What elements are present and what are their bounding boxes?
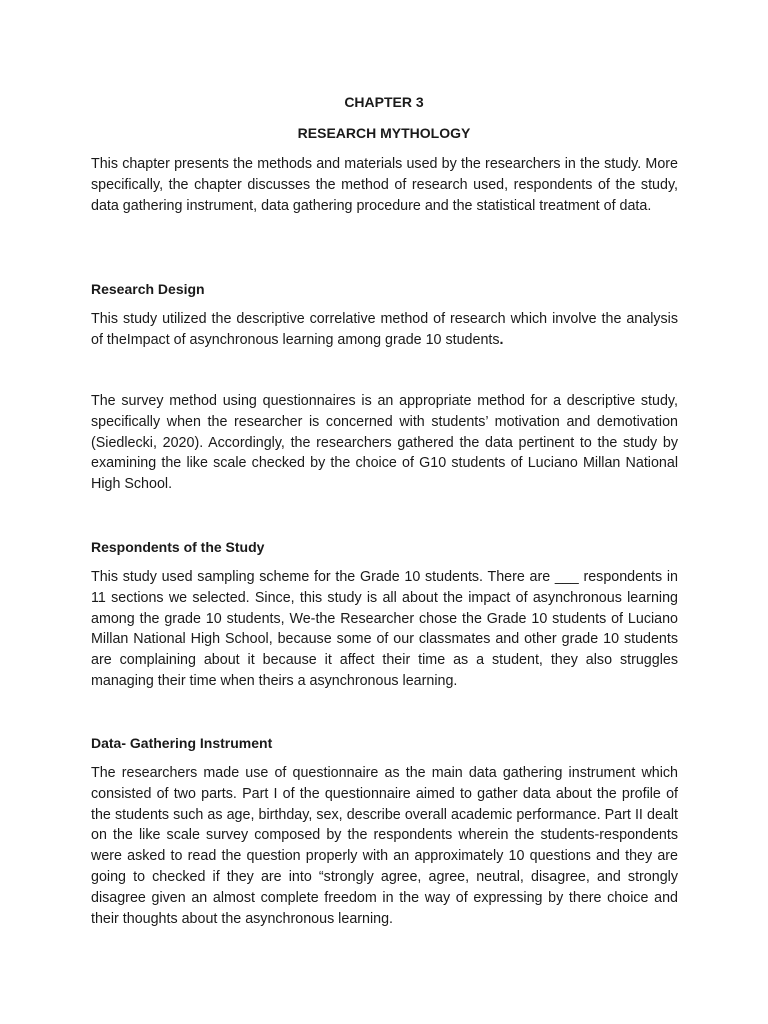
respondents-paragraph: This study used sampling scheme for the Grade 10 students. There are ___ respondents in 11 sections we selected. Since, this study is all about the impact of asynchronous learning among the grade 10 students, We-the Researcher chose the Grade 10 students of Luciano Millan National High School, because some of our classmates and other grade 10 students are complaining about it because it affect their time as a student, they also struggles managing their time when theirs a asynchronous learning. xyxy=(91,569,678,689)
research-design-heading: Research Design xyxy=(91,281,205,297)
instrument-paragraph: The researchers made use of questionnaire as the main data gathering instrument which consisted of two parts. Part I of the questionnaire aimed to gather data about the profile of the students such as age, birthday, sex, describe overall academic performance. Part II dealt on the like scale survey composed by the respondents wherein the students-respondents were asked to read the question properly with an approximately 10 questions and they are going to checked if they are into “strongly agree, agree, neutral, disagree, and strongly disagree given an almost complete freedom in the way of expressing by there choice and their thoughts about the asynchronous learning. xyxy=(91,765,678,927)
research-design-paragraph-1-period: . xyxy=(499,331,504,348)
research-design-paragraph-1-text: This study utilized the descriptive correlative method of research which involve the analysis of theImpact of asynchronous learning among grade 10 students xyxy=(91,311,678,348)
chapter-number: CHAPTER 3 xyxy=(344,94,424,110)
intro-paragraph: This chapter presents the methods and materials used by the researchers in the study. More specifically, the chapter discusses the method of research used, respondents of the study, data gathering instrument, data gathering procedure and the statistical treatment of data. xyxy=(91,156,678,214)
research-design-paragraph-2: The survey method using questionnaires is an appropriate method for a descriptive study, specifically when the researcher is concerned with students’ motivation and demotivation (Siedlecki, 2020). Accordingly, the researchers gathered the data pertinent to the study by examining the like scale checked by the choice of G10 students of Luciano Millan National High School. xyxy=(91,393,678,493)
respondents-heading: Respondents of the Study xyxy=(91,539,265,555)
instrument-heading: Data- Gathering Instrument xyxy=(91,735,273,751)
chapter-title: RESEARCH MYTHOLOGY xyxy=(297,125,471,141)
research-design-paragraph-1 xyxy=(91,309,678,351)
